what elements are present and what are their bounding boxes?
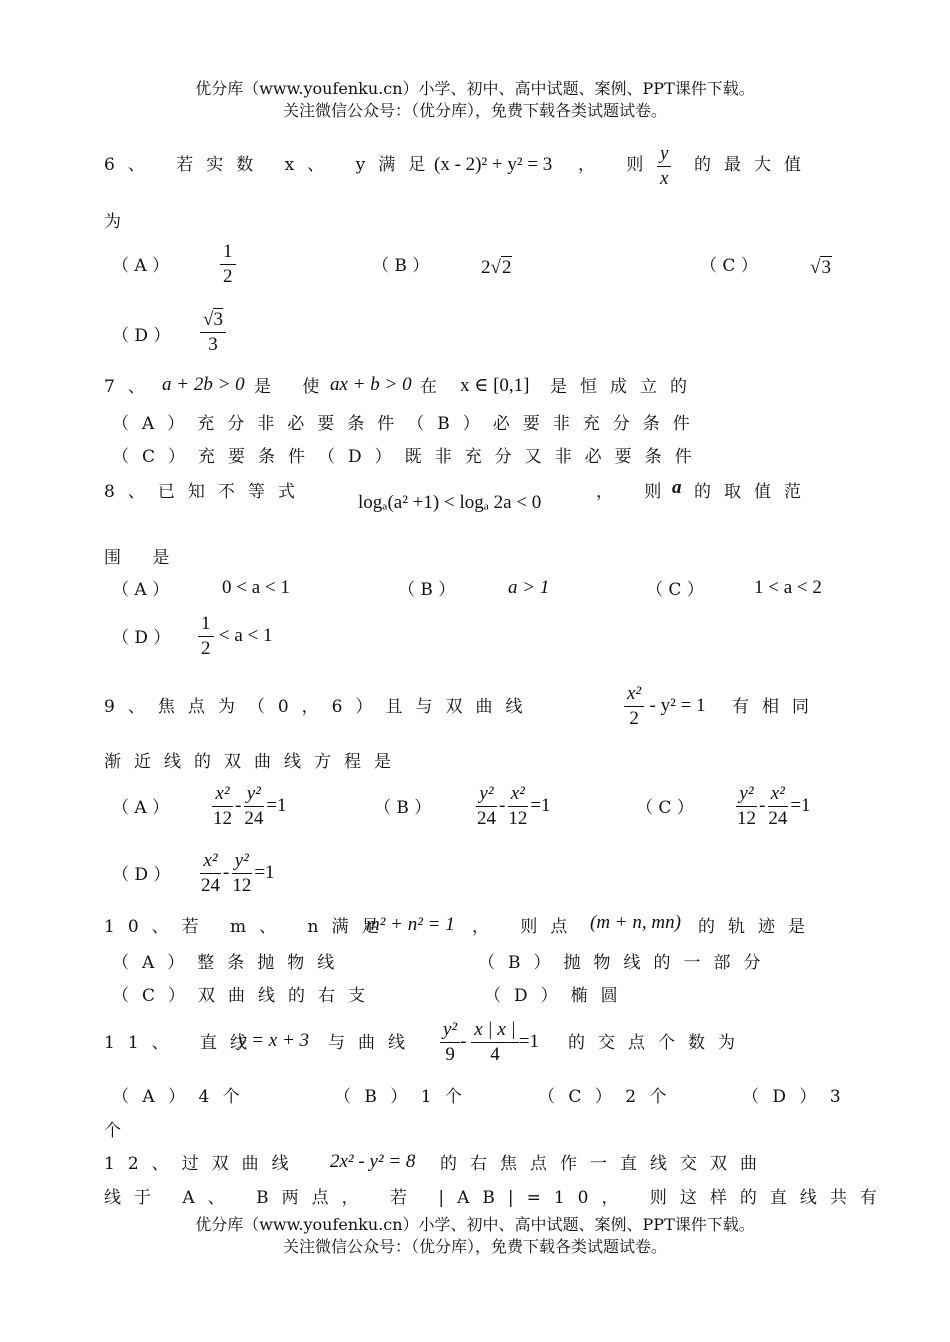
q11-d1: 9 xyxy=(445,1044,455,1065)
q9-equation xyxy=(624,684,706,729)
q8-d-num: 1 xyxy=(198,614,214,637)
q7-options-ab: （A）充分非必要条件（B）必要非充分条件 xyxy=(112,414,703,434)
q6-stem-wrap: 为 xyxy=(104,212,121,232)
q6-fraction xyxy=(657,144,671,189)
q11-curve-equation xyxy=(440,1020,539,1065)
q9-b-n2: x² xyxy=(508,784,528,807)
q9-a-eq: =1 xyxy=(266,795,287,816)
q9-a-d1: 12 xyxy=(213,808,232,829)
q11-stem-end: 的交点个数为 xyxy=(568,1033,748,1053)
q6-frac-den: x xyxy=(660,168,669,189)
q7-inequality: ax + b > 0 xyxy=(330,374,412,395)
q7-options-cd: （C）充要条件（D）既非充分又非必要条件 xyxy=(112,447,705,467)
q8-option-b-value: a > 1 xyxy=(508,577,550,598)
q9-b-d1: 24 xyxy=(477,808,496,829)
q8-option-d-label: （ D ） xyxy=(112,628,171,648)
page-footer-line1: 优分库（www.youfenku.cn）小学、初中、高中试题、案例、PPT课件下载。 xyxy=(195,1215,755,1234)
q6-option-b-label: （ B ） xyxy=(372,256,430,276)
q9-a-n1: x² xyxy=(212,784,232,807)
q6-option-a-value xyxy=(220,242,236,287)
q7-domain: x ∈ [0,1] xyxy=(460,375,530,396)
q8-option-d-value xyxy=(198,614,273,659)
q9-a-minus: - xyxy=(235,795,242,816)
q9-option-c-value xyxy=(734,784,811,829)
q10-then: ， 则点 xyxy=(472,917,581,937)
q9-c-d1: 12 xyxy=(737,808,756,829)
page-header-line1: 优分库（www.youfenku.cn）小学、初中、高中试题、案例、PPT课件下载。 xyxy=(195,79,755,98)
q6-b-coef: 2 xyxy=(481,257,491,278)
q12-stem-cont: 的右焦点作一直线交双曲 xyxy=(440,1154,770,1174)
q10-option-c: （C）双曲线的右支 xyxy=(112,986,379,1006)
q6-b-rad: 2 xyxy=(501,257,512,278)
q8-d-den: 2 xyxy=(201,638,211,659)
q8-d-rest: < a < 1 xyxy=(218,625,273,646)
q6-option-d-value: $\frac{√3}{3}$ xyxy=(200,310,226,355)
q7-number: 7、 xyxy=(104,377,158,397)
q8-then: ， 则 xyxy=(596,482,675,502)
q7-condition: a + 2b > 0 xyxy=(162,374,245,395)
q8-option-a-label: （ A ） xyxy=(112,580,170,600)
q11-option-d: （ D ） 3 xyxy=(742,1087,841,1107)
q9-eq-den: 2 xyxy=(629,708,639,729)
q11-stem: 11、 直线 xyxy=(104,1033,261,1053)
page-footer-line2: 关注微信公众号：（优分库），免费下载各类试题试卷。 xyxy=(282,1237,667,1256)
q9-d-minus: - xyxy=(223,862,230,883)
q9-option-a-value xyxy=(210,784,287,829)
q8-option-a-value: 0 < a < 1 xyxy=(222,577,290,598)
q6-c-rad: 3 xyxy=(821,257,831,278)
q9-eq-rest: - y² = 1 xyxy=(649,695,706,716)
q10-stem-end: 的轨迹是 xyxy=(698,917,818,937)
q12-equation: 2x² - y² = 8 xyxy=(330,1151,416,1172)
q9-d-d1: 24 xyxy=(201,875,220,896)
q8-stem: 8、已知不等式 xyxy=(104,482,308,502)
q7-text1: 是 使 xyxy=(254,377,333,397)
q12-stem-wrap: 线于 A、 B两点， 若 |AB|=10， 则这样的直线共有 xyxy=(104,1188,890,1208)
q12-stem: 12、过双曲线 xyxy=(104,1154,302,1174)
q9-option-d-label: （ D ） xyxy=(112,865,171,885)
q10-option-d: （D）椭圆 xyxy=(484,986,631,1006)
q9-stem-end: 有相同 xyxy=(732,697,822,717)
q6-then: ， 则 xyxy=(578,155,657,175)
q9-c-minus: - xyxy=(759,795,766,816)
q9-d-n2: y² xyxy=(232,851,252,874)
q8-option-c-label: （ C ） xyxy=(646,580,704,600)
q9-d-n1: x² xyxy=(200,851,220,874)
q6-stem-end: 的最大值 xyxy=(694,155,814,175)
q8-inequality: logₐ(a² +1) < logₐ 2a < 0 xyxy=(358,492,542,513)
q9-option-b-value xyxy=(474,784,551,829)
q9-b-n1: y² xyxy=(476,784,496,807)
q6-frac-num: y xyxy=(657,144,671,167)
q9-option-b-label: （ B ） xyxy=(374,798,432,818)
q9-d-eq: =1 xyxy=(254,862,275,883)
q6-equation: (x - 2)² + y² = 3 xyxy=(434,154,553,175)
q6-option-a-label: （ A ） xyxy=(112,256,170,276)
q11-n1: y² xyxy=(440,1020,460,1043)
q11-minus: - xyxy=(460,1031,472,1052)
q9-b-d2: 12 xyxy=(508,808,528,829)
q8-variable: a xyxy=(672,477,682,498)
page-header-line2: 关注微信公众号：（优分库），免费下载各类试题试卷。 xyxy=(282,101,667,120)
q9-stem-wrap: 渐近线的双曲线方程是 xyxy=(104,752,404,772)
q10-stem: 10、若 m、 n满足 xyxy=(104,917,392,937)
q9-option-a-label: （ A ） xyxy=(112,798,170,818)
q6-a-num: 1 xyxy=(220,242,236,265)
q7-text3: 是恒成立的 xyxy=(550,377,700,397)
q9-a-n2: y² xyxy=(244,784,264,807)
q9-option-c-label: （ C ） xyxy=(636,798,694,818)
q9-c-eq: =1 xyxy=(790,795,811,816)
q10-point: (m + n, mn) xyxy=(590,912,681,933)
q11-eq: =1 xyxy=(518,1031,539,1052)
q8-option-b-label: （ B ） xyxy=(398,580,456,600)
q6-option-c-label: （ C ） xyxy=(700,256,758,276)
q9-a-d2: 24 xyxy=(244,808,264,829)
q10-option-b: （B）抛物线的一部分 xyxy=(478,953,774,973)
q6-option-d-label: （ D ） xyxy=(112,326,171,346)
q6-option-c-value: √3 xyxy=(810,257,831,278)
q11-with-curve: 与曲线 xyxy=(328,1033,418,1053)
q8-stem-end: 的取值范 xyxy=(694,482,814,502)
q11-n2: x | x | xyxy=(471,1020,519,1043)
q11-option-b: （ B ） 1 个 xyxy=(334,1087,462,1107)
q8-option-c-value: 1 < a < 2 xyxy=(754,577,822,598)
q6-d-rad: 3 xyxy=(213,309,223,330)
q9-c-n2: x² xyxy=(768,784,788,807)
q11-option-c: （ C ） 2 个 xyxy=(538,1087,667,1107)
q9-b-eq: =1 xyxy=(530,795,551,816)
q11-d2: 4 xyxy=(490,1044,500,1065)
q9-b-minus: - xyxy=(499,795,506,816)
q6-option-b-value: 2√2 xyxy=(481,257,512,278)
q10-equation: m² + n² = 1 xyxy=(366,914,455,935)
q9-d-d2: 12 xyxy=(232,875,252,896)
q11-line-equation: y = x + 3 xyxy=(238,1030,310,1051)
q9-c-n1: y² xyxy=(736,784,756,807)
q9-eq-num: x² xyxy=(624,684,644,707)
q6-a-den: 2 xyxy=(223,266,233,287)
q10-option-a: （A）整条抛物线 xyxy=(112,953,348,973)
q6-stem: 6、 若实数 x、 y满足 xyxy=(104,155,439,175)
q6-d-den: 3 xyxy=(208,334,218,355)
q9-option-d-value xyxy=(198,851,275,896)
q9-stem: 9、焦点为（0，6）且与双曲线 xyxy=(104,697,536,717)
q8-stem-wrap: 围 是 xyxy=(104,548,183,568)
q11-option-a: （ A ） 4 个 xyxy=(112,1087,240,1107)
q7-text2: 在 xyxy=(420,377,437,397)
q9-c-d2: 24 xyxy=(768,808,788,829)
q11-option-d-wrap: 个 xyxy=(104,1121,121,1141)
